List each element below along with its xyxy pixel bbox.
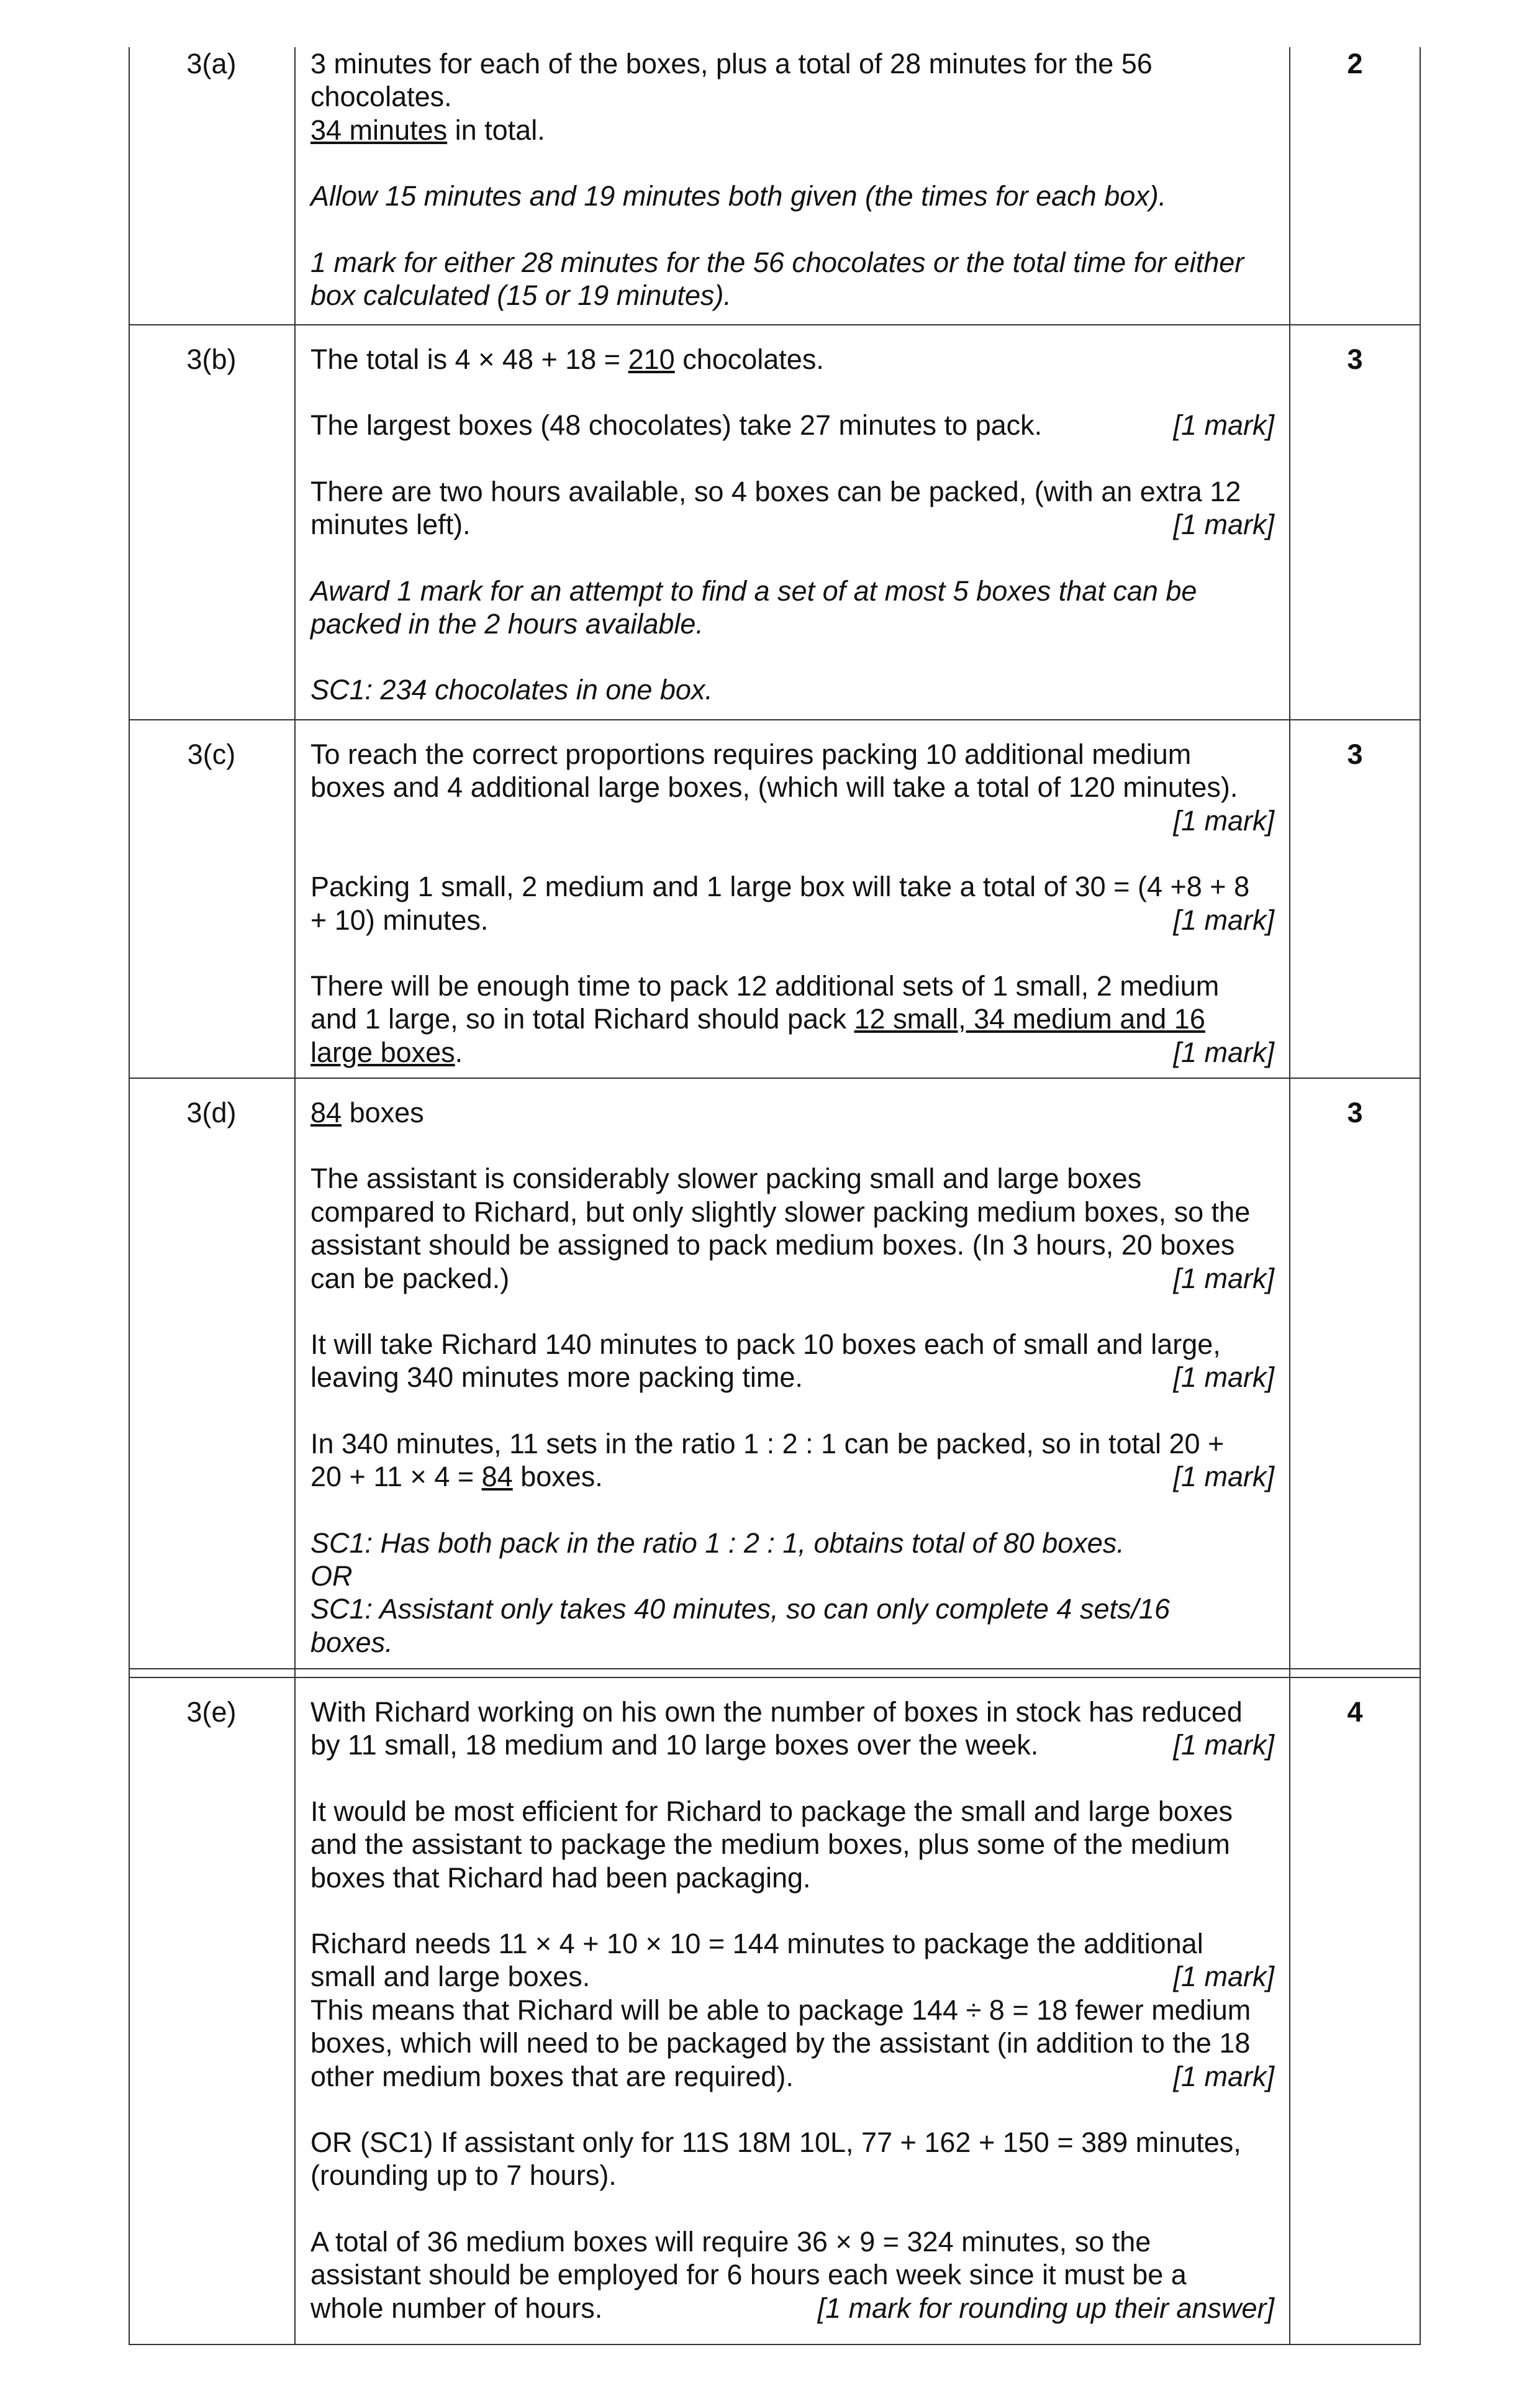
row-separator [129, 719, 1421, 720]
answer-text: + 10) minutes. [310, 904, 489, 936]
answer-cell [310, 738, 1274, 1069]
table-divider-1 [294, 47, 296, 2345]
answer-line: compared to Richard, but only slightly slower packing medium boxes, so the [310, 1196, 1251, 1228]
row-separator [129, 1078, 1421, 1079]
answer-line [310, 1036, 1274, 1069]
answer-cell [310, 343, 1274, 707]
answer-cell [310, 1096, 1274, 1659]
marks-value: 3 [1347, 738, 1363, 770]
answer-line [310, 1002, 1274, 1035]
answer-line: In 340 minutes, 11 sets in the ratio 1 : 2 : 1 can be packed, so in total 20 + [310, 1427, 1225, 1459]
answer-line: Packing 1 small, 2 medium and 1 large box will take a total of 30 = (4 +8 + 8 [310, 871, 1250, 903]
marks-value: 4 [1347, 1696, 1363, 1728]
special-case-note: SC1: Assistant only takes 40 minutes, so can only complete 4 sets/16 [310, 1593, 1171, 1625]
answer-cell [310, 47, 1274, 312]
row-separator [129, 324, 1421, 325]
final-answer: 34 minutes [310, 114, 448, 146]
answer-line: It would be most efficient for Richard to package the small and large boxes [310, 1795, 1233, 1827]
mark-allocation: [1 mark] [1173, 2060, 1274, 2092]
answer-line [310, 1361, 1274, 1394]
mark-allocation: [1 mark] [1173, 509, 1274, 541]
answer-text: chocolates. [674, 343, 824, 375]
guidance-note: 1 mark for either 28 minutes for the 56 chocolates or the total time for either [310, 246, 1244, 278]
answer-text: in total. [447, 114, 545, 146]
final-answer: 84 [310, 1097, 342, 1128]
mark-allocation: [1 mark] [1173, 1262, 1274, 1294]
mark-allocation: [1 mark for rounding up their answer] [817, 2292, 1274, 2324]
guidance-note: Allow 15 minutes and 19 minutes both given (the times for each box). [310, 180, 1167, 212]
guidance-note: Award 1 mark for an attempt to find a set of at most 5 boxes that can be [310, 574, 1197, 607]
answer-text: boxes. [512, 1461, 603, 1493]
question-number: 3(b) [186, 343, 237, 375]
table-border-left [129, 47, 130, 2345]
answer-line: The assistant is considerably slower packing small and large boxes [310, 1163, 1142, 1195]
mark-allocation: [1 mark] [1173, 409, 1274, 442]
answer-text: by 11 small, 18 medium and 10 large boxes over the week. [310, 1729, 1039, 1761]
final-answer: large boxes [310, 1036, 455, 1068]
answer-line [310, 508, 1274, 541]
special-case-note: OR [310, 1560, 353, 1592]
answer-line: 3 minutes for each of the boxes, plus a total of 28 minutes for the 56 [310, 48, 1153, 79]
answer-text: 20 + 11 × 4 = [310, 1461, 482, 1493]
answer-line [310, 1728, 1274, 1761]
answer-cell [310, 1695, 1274, 2325]
answer-line: boxes and 4 additional large boxes, (which will take a total of 120 minutes). [310, 771, 1238, 804]
answer-line: OR (SC1) If assistant only for 11S 18M 10L, 77 + 162 + 150 = 389 minutes, [310, 2126, 1241, 2159]
answer-line [310, 2060, 1274, 2093]
mark-allocation: [1 mark] [1173, 804, 1274, 837]
question-number: 3(e) [186, 1696, 237, 1728]
answer-line: and the assistant to package the medium boxes, plus some of the medium [310, 1828, 1230, 1861]
answer-line [310, 1096, 1274, 1129]
answer-text: . [455, 1036, 463, 1068]
answer-line: There are two hours available, so 4 boxes can be packed, (with an extra 12 [310, 475, 1241, 507]
answer-text: The total is 4 × 48 + 18 = [310, 343, 628, 375]
answer-line: boxes, which will need to be packaged by the assistant (in addition to the 18 [310, 2027, 1251, 2059]
mark-allocation: [1 mark] [1173, 1961, 1274, 1993]
marks-value: 3 [1347, 1097, 1363, 1128]
answer-line [310, 1460, 1274, 1493]
answer-line [310, 114, 1274, 147]
answer-line: To reach the correct proportions requires packing 10 additional medium [310, 738, 1192, 770]
final-answer: 210 [628, 343, 675, 375]
answer-line: It will take Richard 140 minutes to pack 10 boxes each of small and large, [310, 1328, 1221, 1361]
row-separator-double [129, 1677, 1421, 1678]
table-divider-2 [1289, 47, 1290, 2345]
final-answer: 12 small, 34 medium and 16 [854, 1003, 1205, 1035]
answer-line [310, 1262, 1274, 1295]
answer-text: other medium boxes that are required). [310, 2060, 794, 2092]
question-number: 3(d) [186, 1097, 237, 1128]
table-border-bottom [129, 2344, 1421, 2345]
answer-line: assistant should be employed for 6 hours each week since it must be a [310, 2259, 1187, 2291]
final-answer: 84 [481, 1461, 513, 1493]
row-separator-double [129, 1668, 1421, 1669]
answer-line [310, 1960, 1274, 1993]
answer-line [310, 904, 1274, 937]
answer-text: whole number of hours. [310, 2292, 603, 2324]
answer-line: chocolates. [310, 81, 452, 113]
mark-allocation: [1 mark] [1173, 1729, 1274, 1761]
answer-text: leaving 340 minutes more packing time. [310, 1361, 803, 1394]
answer-line: This means that Richard will be able to package 144 ÷ 8 = 18 fewer medium [310, 1994, 1251, 2026]
guidance-note: box calculated (15 or 19 minutes). [310, 279, 732, 312]
answer-text: and 1 large, so in total Richard should pack [310, 1003, 854, 1035]
special-case-note: boxes. [310, 1626, 393, 1658]
special-case-note: SC1: 234 chocolates in one box. [310, 674, 713, 706]
answer-line: A total of 36 medium boxes will require 36 × 9 = 324 minutes, so the [310, 2225, 1151, 2258]
answer-line: Richard needs 11 × 4 + 10 × 10 = 144 minutes to package the additional [310, 1928, 1203, 1960]
answer-line: There will be enough time to pack 12 additional sets of 1 small, 2 medium [310, 970, 1220, 1002]
guidance-note: packed in the 2 hours available. [310, 608, 704, 640]
answer-line [310, 409, 1274, 442]
answer-text: can be packed.) [310, 1262, 510, 1294]
mark-allocation: [1 mark] [1173, 1361, 1274, 1394]
answer-text: small and large boxes. [310, 1961, 591, 1993]
mark-allocation: [1 mark] [1173, 1036, 1274, 1068]
answer-line: With Richard working on his own the number of boxes in stock has reduced [310, 1696, 1243, 1728]
answer-line: boxes that Richard had been packaging. [310, 1861, 811, 1894]
answer-text: The largest boxes (48 chocolates) take 27 minutes to pack. [310, 409, 1043, 442]
answer-line [310, 343, 1274, 376]
answer-line [310, 804, 1274, 837]
answer-line: (rounding up to 7 hours). [310, 2159, 617, 2192]
marks-value: 3 [1347, 343, 1363, 375]
mark-allocation: [1 mark] [1173, 904, 1274, 936]
answer-line: assistant should be assigned to pack medium boxes. (In 3 hours, 20 boxes [310, 1229, 1235, 1261]
special-case-note: SC1: Has both pack in the ratio 1 : 2 : 1, obtains total of 80 boxes. [310, 1527, 1125, 1559]
answer-text: minutes left). [310, 509, 471, 541]
answer-line [310, 2292, 1274, 2325]
mark-allocation: [1 mark] [1173, 1461, 1274, 1493]
question-number: 3(c) [187, 738, 236, 770]
answer-text: boxes [342, 1097, 424, 1128]
question-number: 3(a) [186, 48, 237, 79]
marks-value: 2 [1347, 48, 1363, 79]
table-border-right [1420, 47, 1421, 2345]
